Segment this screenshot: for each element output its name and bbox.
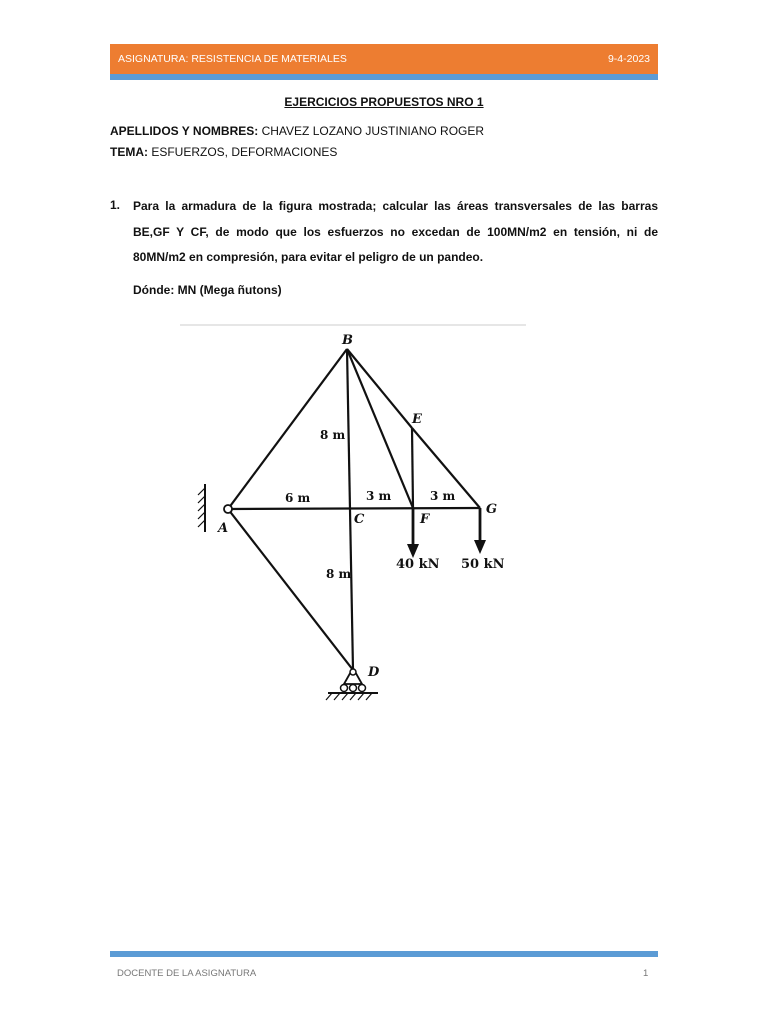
dim-label-ac: 6 m <box>285 491 311 505</box>
topic-value: ESFUERZOS, DEFORMACIONES <box>151 145 338 159</box>
header-divider <box>110 74 658 80</box>
student-name-line <box>110 124 484 138</box>
truss-members <box>228 349 480 670</box>
topic-label: TEMA: <box>110 145 148 159</box>
member-be <box>347 349 412 428</box>
load-label-g: 50 kN <box>461 557 505 572</box>
node-label-b: B <box>342 333 353 348</box>
node-label-c: C <box>354 512 365 527</box>
node-label-d: D <box>368 665 380 680</box>
question-note: Dónde: MN (Mega ñutons) <box>133 283 282 297</box>
header-subject: ASIGNATURA: RESISTENCIA DE MATERIALES <box>118 53 347 65</box>
node-label-e: E <box>412 412 422 427</box>
question-number: 1. <box>110 198 121 212</box>
footer-divider <box>110 951 658 957</box>
document-title: EJERCICIOS PROPUESTOS NRO 1 <box>284 95 484 109</box>
truss-diagram <box>178 322 528 710</box>
node-label-g: G <box>486 502 498 517</box>
wall-hatch <box>198 488 205 527</box>
question-text: Para la armadura de la figura mostrada; calcular las áreas transversales de las barras BE,GF Y CF, de modo que los esfuerzos no excedan de 100MN/m2 en tensión, ni de 80MN/m2 en compresión, para evitar el peligro de un pandeo. <box>133 199 658 264</box>
member-bf <box>347 349 413 508</box>
dim-label-fg: 3 m <box>430 489 456 503</box>
page-number: 1 <box>643 968 649 979</box>
dim-label-bc: 8 m <box>320 428 346 442</box>
dim-label-cf: 3 m <box>366 489 392 503</box>
member-ad <box>228 509 353 670</box>
truss-figure <box>178 322 528 710</box>
name-value: CHAVEZ LOZANO JUSTINIANO ROGER <box>261 124 485 138</box>
member-ef <box>412 428 413 508</box>
load-arrow-g <box>474 508 486 554</box>
dim-label-cd: 8 m <box>326 567 352 581</box>
node-label-a: A <box>218 521 229 536</box>
page-header <box>110 44 658 74</box>
name-label: APELLIDOS Y NOMBRES: <box>110 124 259 138</box>
load-label-f: 40 kN <box>396 557 440 572</box>
pin-a <box>224 505 232 513</box>
topic-line <box>110 145 337 159</box>
footer-label: DOCENTE DE LA ASIGNATURA <box>117 968 257 979</box>
load-arrow-f <box>407 508 419 558</box>
member-acfg <box>228 508 480 509</box>
node-label-f: F <box>420 512 430 527</box>
header-date: 9-4-2023 <box>607 53 650 65</box>
